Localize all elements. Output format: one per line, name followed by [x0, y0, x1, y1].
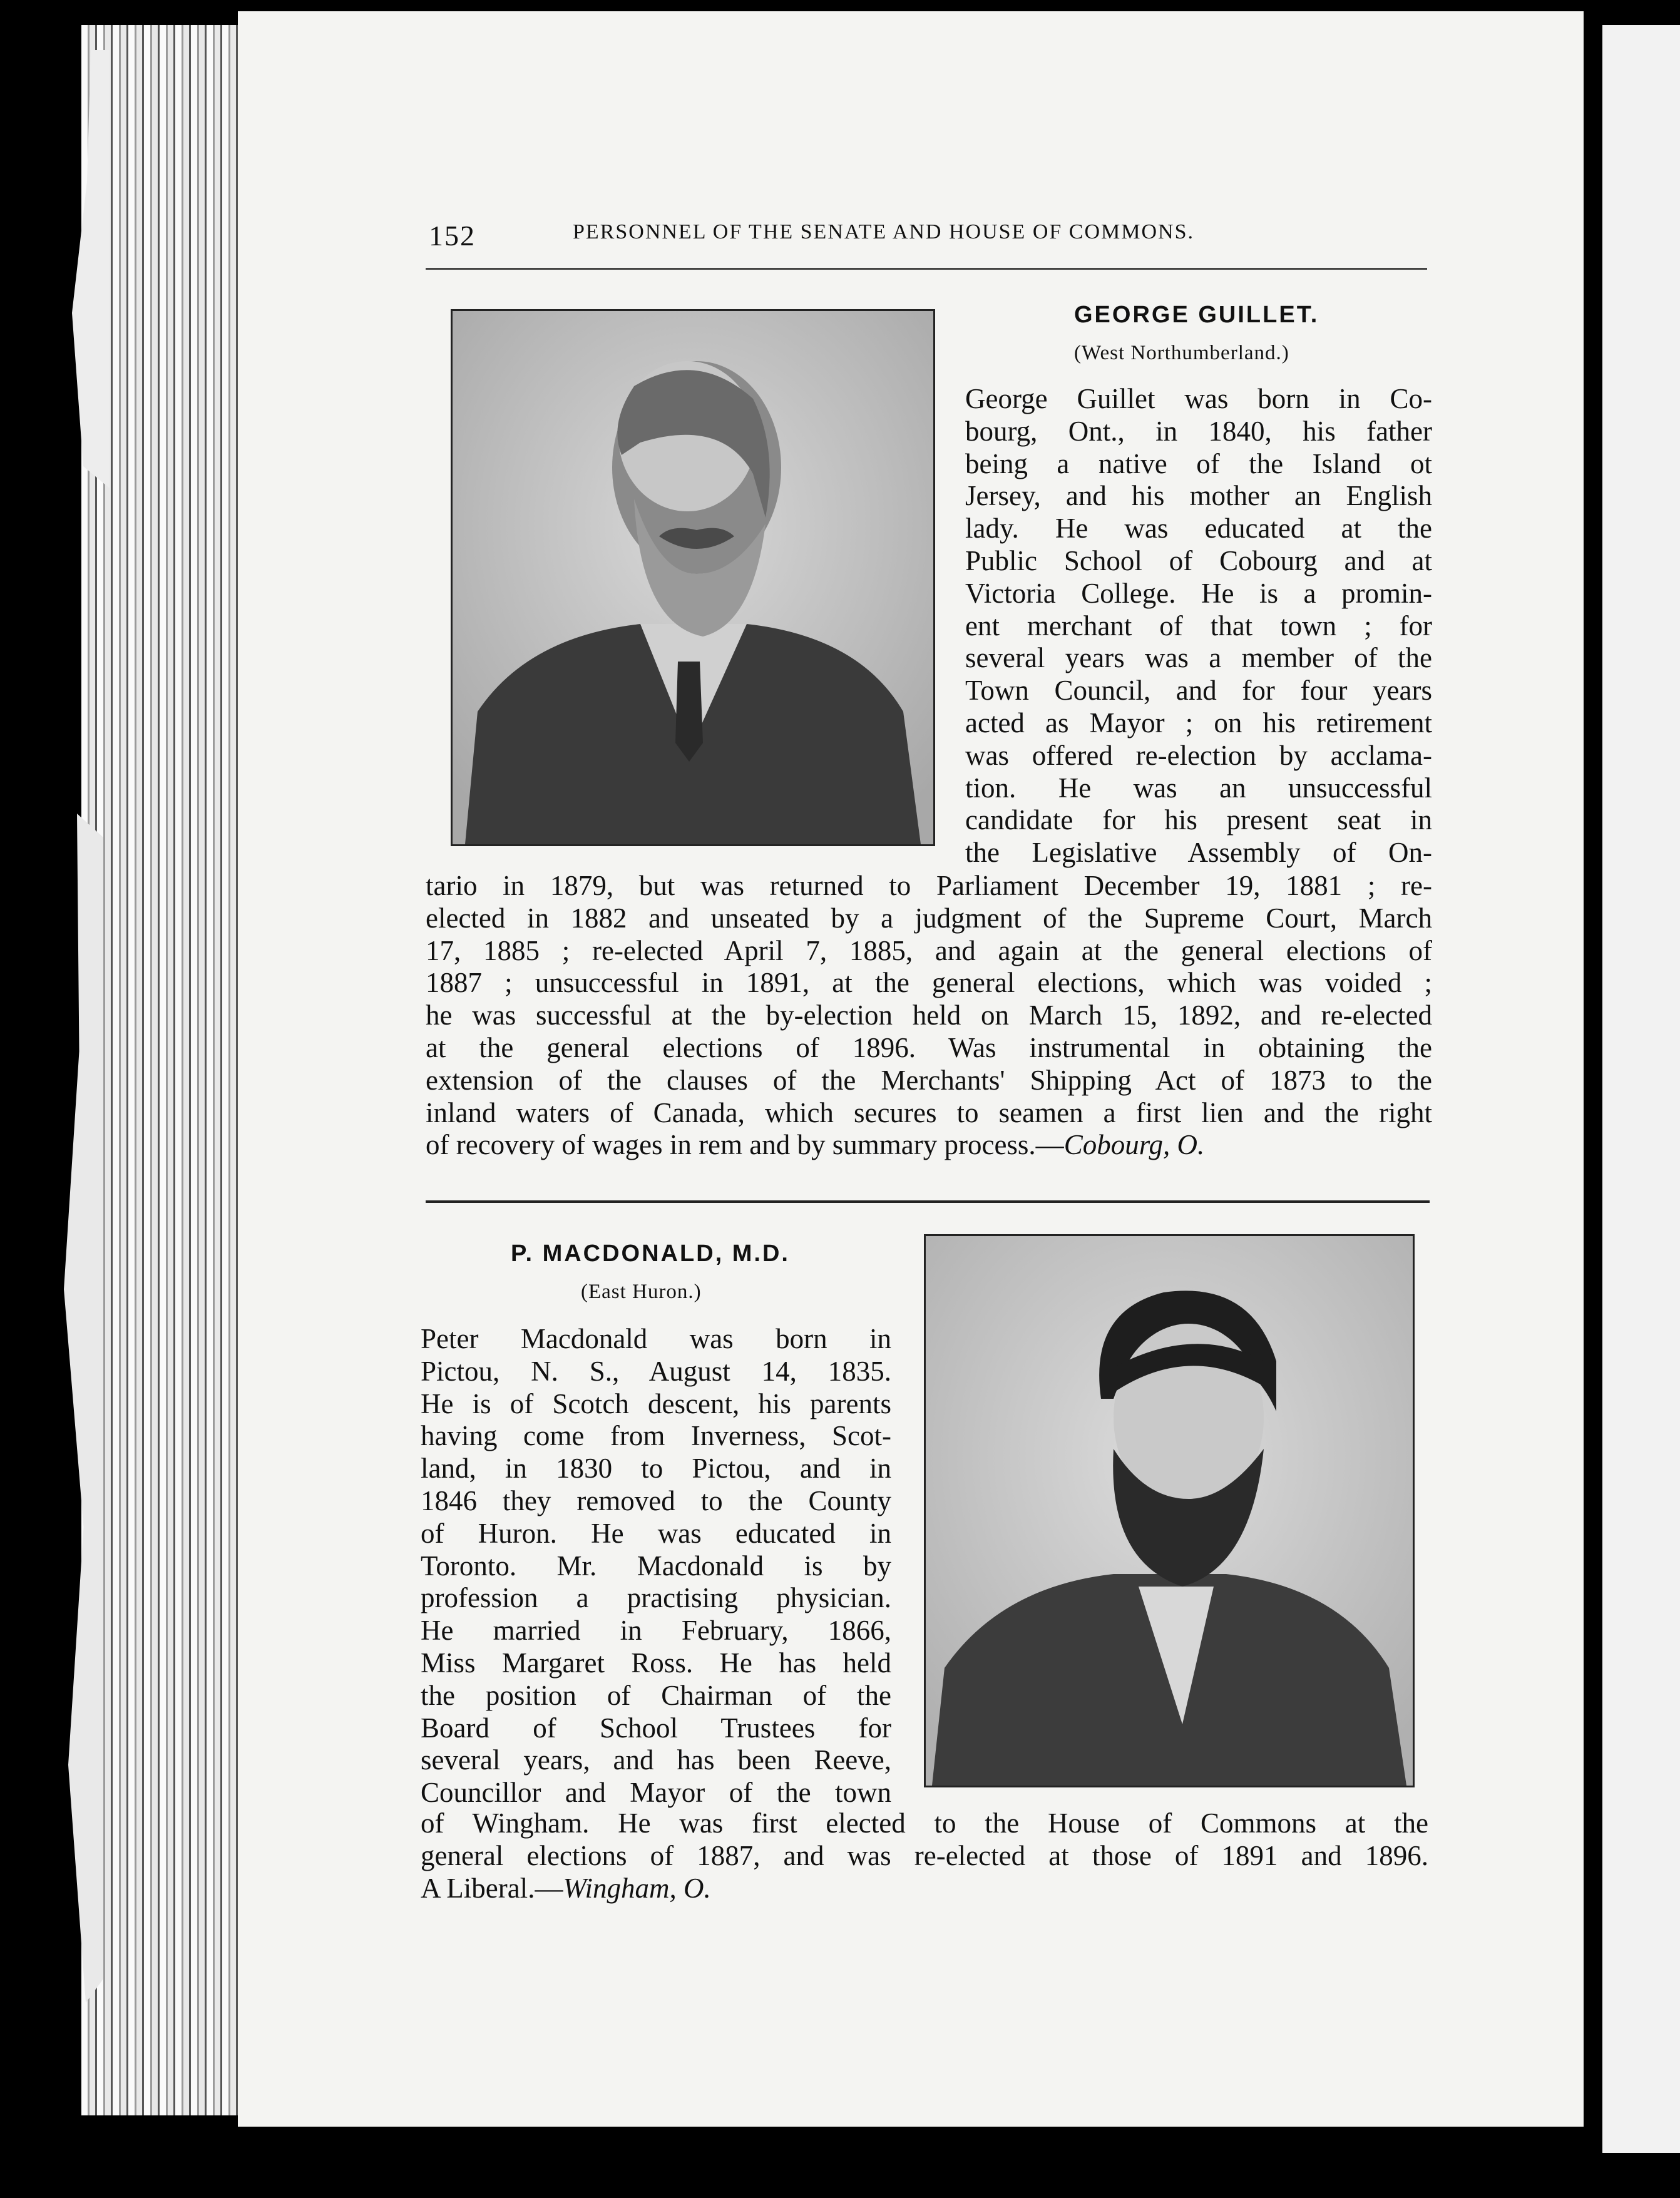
text-line: the position of Chairman of the: [421, 1679, 891, 1711]
text-fragment: of recovery of wages in rem and by summary process.—: [426, 1129, 1064, 1161]
text-line: Peter Macdonald was born in: [421, 1323, 891, 1354]
torn-page-edge: [72, 50, 110, 488]
text-line: Town Council, and for four years: [965, 675, 1432, 707]
text-line: 1846 they removed to the County: [421, 1485, 891, 1516]
facing-page-edge: [1602, 25, 1680, 2153]
text-line: 17, 1885 ; re-elected April 7, 1885, and again at the general elections of: [426, 934, 1432, 966]
text-line: profession a practising physician.: [421, 1582, 891, 1614]
text-line: 1887 ; unsuccessful in 1891, at the general elections, which was voided ;: [426, 967, 1432, 999]
torn-page-edge: [59, 814, 103, 2003]
text-line: Miss Margaret Ross. He has held: [421, 1647, 891, 1679]
text-line: Victoria College. He is a promin-: [965, 577, 1432, 609]
text-line: general elections of 1887, and was re-elected at those of 1891 and 1896.: [421, 1839, 1428, 1871]
text-line: Pictou, N. S., August 14, 1835.: [421, 1355, 891, 1387]
biography-text: [426, 870, 1432, 1162]
text-line: tario in 1879, but was returned to Parliament December 19, 1881 ; re-: [426, 870, 1432, 901]
text-line: at the general elections of 1896. Was instrumental in obtaining the: [426, 1031, 1432, 1063]
text-line: He married in February, 1866,: [421, 1615, 891, 1647]
text-line: of Wingham. He was first elected to the House of Commons at the: [421, 1807, 1428, 1839]
text-line: Councillor and Mayor of the town: [421, 1777, 891, 1809]
header-rule: [426, 268, 1427, 270]
text-line: being a native of the Island ot: [965, 447, 1432, 479]
text-line: Board of School Trustees for: [421, 1712, 891, 1744]
biography-text: [965, 383, 1432, 869]
text-line: bourg, Ont., in 1840, his father: [965, 415, 1432, 447]
text-line: candidate for his present seat in: [965, 804, 1432, 836]
residence: Cobourg, O.: [1063, 1129, 1205, 1161]
text-line: land, in 1830 to Pictou, and in: [421, 1453, 891, 1485]
biography-text: [421, 1323, 891, 1809]
running-head: PERSONNEL OF THE SENATE AND HOUSE OF COMMONS.: [573, 220, 1194, 243]
text-line: tion. He was an unsuccessful: [965, 772, 1432, 804]
text-line: ent merchant of that town ; for: [965, 610, 1432, 642]
page-number: 152: [429, 220, 476, 252]
portrait-of-george-guillet: [451, 309, 935, 846]
portrait-of-peter-macdonald: [924, 1234, 1415, 1787]
residence: Wingham, O.: [563, 1872, 711, 1904]
text-line: inland waters of Canada, which secures to seamen a first lien and the right: [426, 1096, 1432, 1128]
constituency: (West Northumberland.): [1074, 342, 1289, 364]
text-line: lady. He was educated at the: [965, 513, 1432, 544]
text-line: the Legislative Assembly of On-: [965, 837, 1432, 869]
constituency: (East Huron.): [581, 1280, 702, 1303]
text-line-last: [421, 1873, 1428, 1905]
text-line: Toronto. Mr. Macdonald is by: [421, 1550, 891, 1582]
biography-text: [421, 1807, 1428, 1904]
text-line: he was successful at the by-election held on March 15, 1892, and re-elected: [426, 999, 1432, 1031]
text-line: acted as Mayor ; on his retirement: [965, 707, 1432, 739]
entry-heading: GEORGE GUILLET.: [1074, 302, 1319, 328]
text-line: He is of Scotch descent, his parents: [421, 1388, 891, 1419]
text-line: George Guillet was born in Co-: [965, 383, 1432, 414]
text-line: Public School of Cobourg and at: [965, 544, 1432, 576]
portrait-photo-icon: [453, 311, 933, 844]
text-line: elected in 1882 and unseated by a judgment of the Supreme Court, March: [426, 902, 1432, 934]
text-line: several years was a member of the: [965, 642, 1432, 674]
text-line-last: [426, 1129, 1432, 1162]
entry-heading: P. MACDONALD, M.D.: [511, 1240, 790, 1267]
text-fragment: A Liberal.—: [421, 1872, 563, 1904]
text-line: having come from Inverness, Scot-: [421, 1420, 891, 1452]
section-divider: [426, 1200, 1430, 1203]
text-line: of Huron. He was educated in: [421, 1517, 891, 1549]
text-line: several years, and has been Reeve,: [421, 1744, 891, 1776]
text-line: Jersey, and his mother an English: [965, 480, 1432, 512]
text-line: was offered re-election by acclama-: [965, 739, 1432, 771]
text-line: extension of the clauses of the Merchants' Shipping Act of 1873 to the: [426, 1064, 1432, 1096]
portrait-photo-icon: [926, 1236, 1413, 1786]
